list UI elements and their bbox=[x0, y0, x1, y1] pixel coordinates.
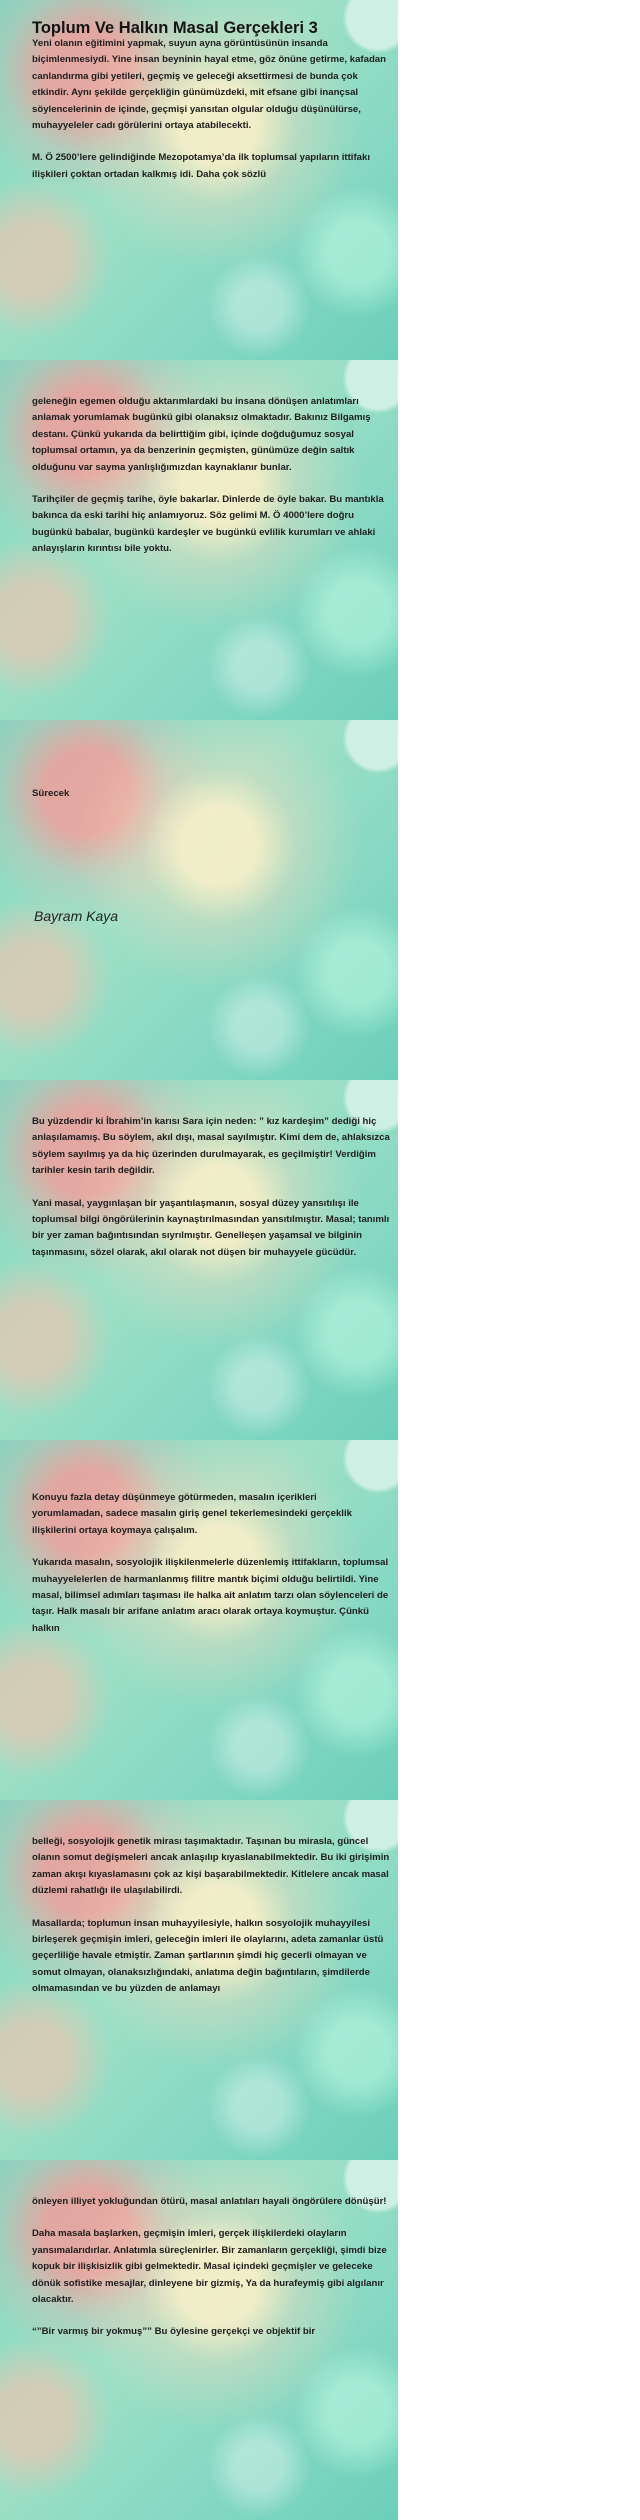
panel-4 bbox=[0, 1080, 398, 1440]
panel-5-text bbox=[32, 1490, 390, 1653]
paragraph: Tarihçiler de geçmiş tarihe, öyle bakarlar. Dinlerde de öyle bakar. Bu mantıkla bakınca da eski tarihi hiç anlamıyoruz. Söz gelimi M. Ö 4000’lere doğru bugünkü babalar, bugünkü kardeşler ve bugünkü evlilik kurumları ve ahlaki anlayışların kırıntısı bile yoktu. bbox=[32, 494, 384, 555]
author-signature: Bayram Kaya bbox=[34, 908, 119, 924]
paragraph: belleği, sosyolojik genetik mirası taşımaktadır. Taşınan bu mirasla, güncel olanın somut değişmeleri ancak anlaşılıp kıyaslanabilmektedir. Bu iki girişimin zaman akışı kıyaslamasını çok az kişi başarabilmektedir. Kitlelere ancak masal düzlemi rahatlığı ile ulaşılabilirdi. bbox=[32, 1836, 390, 1897]
paragraph: Konuyu fazla detay düşünmeye götürmeden, masalın içerikleri yorumlamadan, sadece masalın giriş genel tekerlemesindeki gerçeklik ilişkilerini ortaya koymaya çalışalım. bbox=[32, 1492, 352, 1536]
panel-1 bbox=[0, 0, 398, 360]
panel-3 bbox=[0, 720, 398, 1080]
panel-3-text bbox=[32, 786, 390, 818]
paragraph: Daha masala başlarken, geçmişin imleri, gerçek ilişkilerdeki olayların yansımalarıdırlar. Anlatımla süreçlenirler. Bir zamanların gerçekliği, şimdi bize kopuk bir ilişkisizlik gibi gelmektedir. Masal içindeki geçmişler ve geleceke dönük sofistike mesajlar, dinleyene bir gizmiş, Ya da hurafeymiş gibi algılanır olacaktır. bbox=[32, 2228, 387, 2306]
panel-2-text bbox=[32, 394, 390, 574]
paragraph: geleneğin egemen olduğu aktarımlardaki bu insana dönüşen anlatımları anlamak yorumlamak bugünkü gibi olanaksız olmaktadır. Bakınız Bilgamış destanı. Çünkü yukarıda da belirttiğim gibi, içinde doğduğumuz sosyal toplumsal ortamın, ya da benzerinin geçmişten, günümüze değin saltık olduğunu var sayma yanlışlığımızdan kaynaklanır bunlar. bbox=[32, 396, 371, 473]
paragraph: Yeni olanın eğitimini yapmak, suyun ayna görüntüsünün insanda biçimlenmesiydi. Yine insan beyninin hayal etme, göz önüne getirme, kafadan canlandırma gibi yetileri, geçmiş ve geleceği aksettirmesi de bunda çok etkindir. Aynı şekilde gerçekliğin günümüzdeki, mit efsane gibi inançsal söylencelerinin de içinde, geçmişi yansıtan olgular olduğu düşünülürse, muhayyeleler cadı görülerini ortaya atabilecekti. bbox=[32, 38, 386, 132]
paragraph: önleyen illiyet yokluğundan ötürü, masal anlatıları hayali öngörülere dönüşür! bbox=[32, 2196, 387, 2207]
page-title: Toplum Ve Halkın Masal Gerçekleri 3 bbox=[32, 19, 318, 38]
panel-6 bbox=[0, 1800, 398, 2160]
panel-7-text bbox=[32, 2194, 390, 2357]
panel-6-text bbox=[32, 1834, 390, 2014]
paragraph: Yukarıda masalın, sosyolojik ilişkilenmelerle düzenlemiş ittifakların, toplumsal muhayyelelerlen de harmanlanmış filitre mantık biçimi olduğu belirtildi. Yine masal, bilimsel adımları taşıması ile halka ait anlatım tarzı olan söylenceleri de taşır. Halk masalı bir arifane anlatım aracı olarak ortaya koymuştur. Çünkü halkın bbox=[32, 1557, 389, 1634]
paragraph: Masallarda; toplumun insan muhayyilesiyle, halkın sosyolojik muhayyilesi birleşerek geçmişin imleri, geleceğin imleri ile olaylarını, adeta zamanlar üstü geçerliliğe havale etmiştir. Zaman şartlarının şimdi hiç gecerli olmayan ve somut olmayan, olanaksızlığındaki, anlatıma değin bağıntıların, şimdilerde olmamasından ve bu yüzden de anlamayı bbox=[32, 1917, 384, 1995]
paragraph: “”Bir varmış bir yokmuş”” Bu öylesine gerçekçi ve objektif bir bbox=[32, 2326, 316, 2338]
panel-5 bbox=[0, 1440, 398, 1800]
panel-4-text bbox=[32, 1114, 390, 1277]
panel-7 bbox=[0, 2160, 398, 2520]
paragraph: Bu yüzdendir ki İbrahim’in karısı Sara için neden: ” kız kardeşim” dediği hiç anlaşılamamış. Bu söylem, akıl dışı, masal sayılmıştır. Kimi dem de, ahlaksızca söylem sayılmış ya da hiç üzerinden durulmayarak, es geçilmiştir! Verdiğim tarihler kesin tarih değildir. bbox=[32, 1116, 390, 1177]
paragraph: Yani masal, yaygınlaşan bir yaşantılaşmanın, sosyal düzey yansıtılışı ile toplumsal bilgi öngörülerinin kaynaştırılmasından yansıtılmıştır. Masal; tanımlı bir yer zaman bağıntısından sıyrılmıştır. Genelleşen yaşamsal ve bilginin taşınmasını, sözel olarak, akıl olarak not düşen bir muhayyele gücüdür. bbox=[32, 1197, 390, 1258]
panel-1-text bbox=[32, 36, 390, 199]
paragraph: Sürecek bbox=[32, 788, 70, 799]
panel-2 bbox=[0, 360, 398, 720]
paragraph: M. Ö 2500’lere gelindiğinde Mezopotamya’da ilk toplumsal yapıların ittifakı ilişkileri çoktan ortadan kalkmış idi. Daha çok sözlü bbox=[32, 152, 370, 180]
